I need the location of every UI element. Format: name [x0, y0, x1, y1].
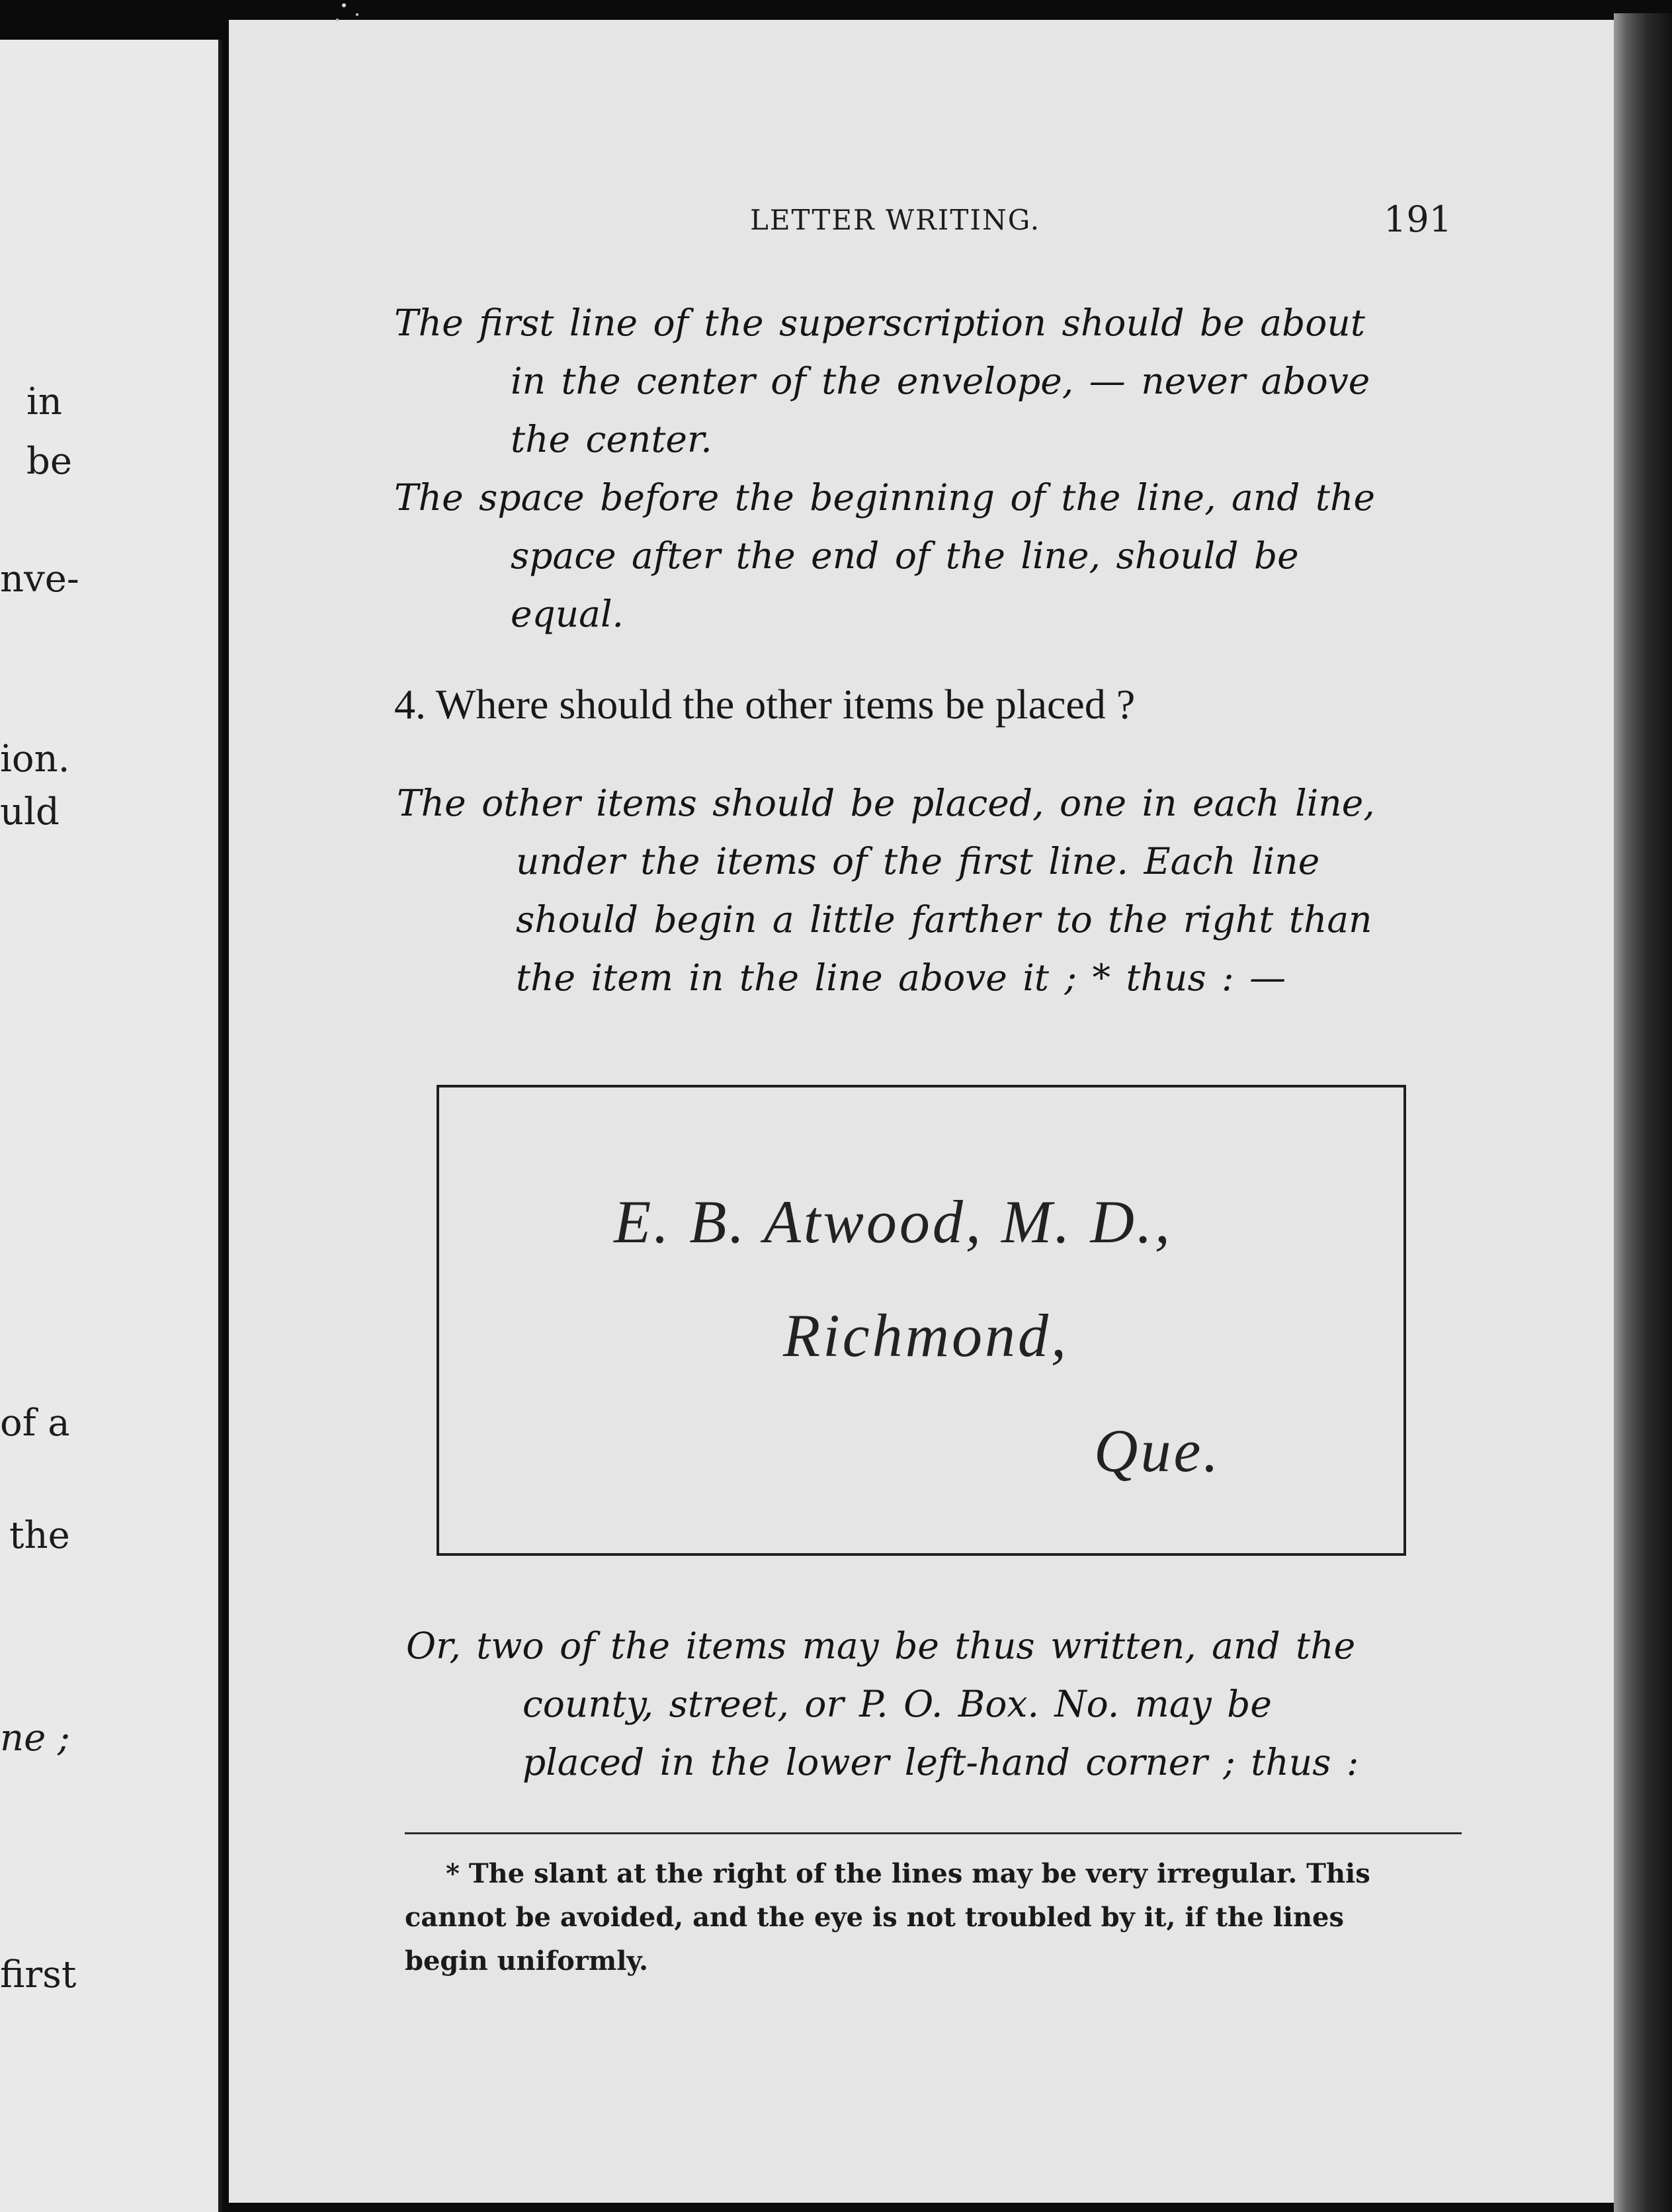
- envelope-name-line: E. B. Atwood, M. D.,: [614, 1188, 1173, 1255]
- envelope-illustration: [437, 1085, 1406, 1556]
- text-line: in the center of the envelope, — never above: [511, 360, 1370, 402]
- scan-specks: [331, 0, 370, 26]
- text-line: county, street, or P. O. Box. No. may be: [522, 1683, 1272, 1725]
- text-line: equal.: [511, 593, 624, 635]
- text-line: the center.: [511, 418, 712, 460]
- text-line: The first line of the superscription should be about: [394, 302, 1365, 344]
- footnote-line: cannot be avoided, and the eye is not troubled by it, if the lines: [405, 1902, 1345, 1933]
- footnote-line: * The slant at the right of the lines may be very irregular. This: [446, 1858, 1370, 1889]
- envelope-province-line: Que.: [1094, 1417, 1222, 1484]
- running-head: LETTER WRITING.: [750, 204, 1041, 236]
- left-page-fragment: ion.: [0, 738, 70, 781]
- text-line: Or, two of the items may be thus written, and the: [406, 1625, 1356, 1667]
- facing-page-left: [0, 40, 222, 2212]
- text-line: The other items should be placed, one in each line,: [397, 782, 1375, 824]
- or-paragraph: [406, 1617, 1358, 1791]
- answer-4: [397, 774, 1375, 1007]
- text-line: placed in the lower left-hand corner ; thus :: [522, 1741, 1359, 1783]
- left-page-fragment: nve-: [0, 558, 79, 601]
- text-line: space after the end of the line, should be: [511, 534, 1299, 577]
- left-page-fragment: first: [0, 1953, 77, 1996]
- rule-first-line: [394, 294, 1370, 468]
- envelope-city-line: Richmond,: [783, 1302, 1069, 1369]
- question-4: 4. Where should the other items be placed ?: [394, 681, 1136, 728]
- left-page-fragment: in: [26, 380, 62, 423]
- left-page-fragment: uld: [0, 790, 60, 833]
- page-number: 191: [1384, 198, 1452, 240]
- left-page-fragment: of a: [0, 1402, 70, 1445]
- footnote-line: begin uniformly.: [405, 1945, 649, 1977]
- left-page-fragment: ne ;: [0, 1717, 70, 1760]
- page-edge-shadow: [1614, 13, 1672, 2212]
- text-line: under the items of the first line. Each line: [516, 840, 1320, 882]
- footnote-rule: [405, 1832, 1462, 1834]
- text-line: the item in the line above it ; * thus : —: [516, 957, 1286, 999]
- text-line: The space before the beginning of the line, and the: [394, 476, 1376, 519]
- left-page-fragment: the: [9, 1514, 70, 1557]
- text-line: should begin a little farther to the right than: [516, 898, 1372, 941]
- footnote: [405, 1852, 1463, 1983]
- left-page-fragment: be: [26, 440, 72, 483]
- rule-spacing: [394, 468, 1375, 643]
